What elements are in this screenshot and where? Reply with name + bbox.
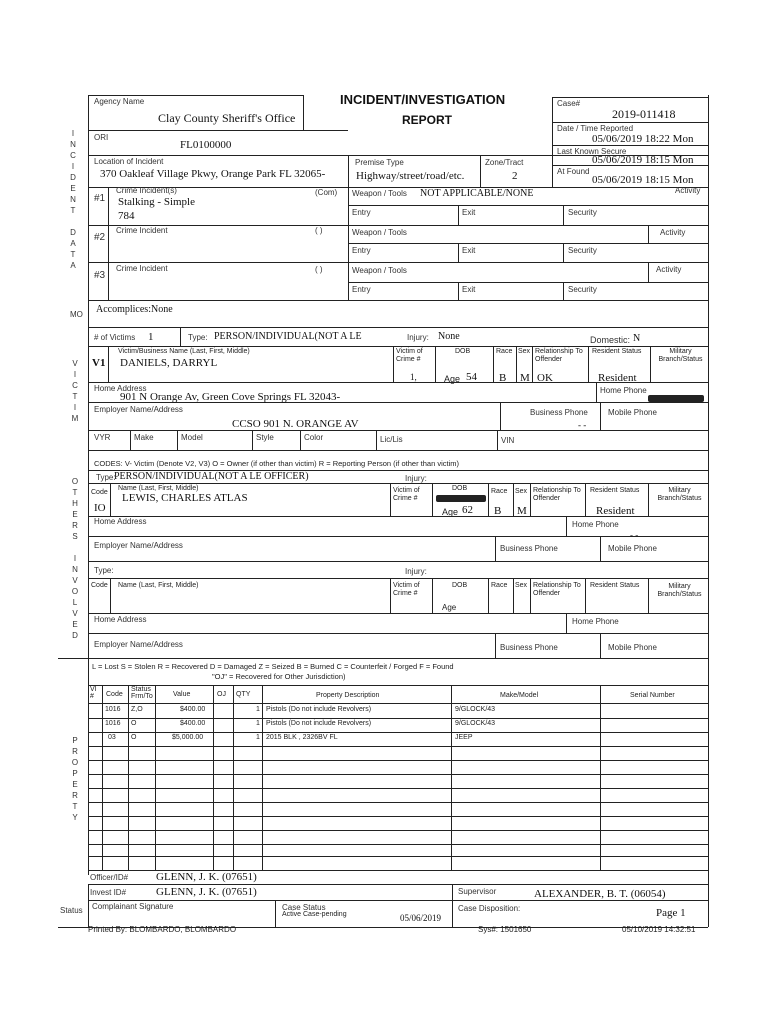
victim-employer: CCSO 901 N. ORANGE AV xyxy=(232,418,359,430)
crime-2-security-label: Security xyxy=(568,246,597,255)
prop-hdr-status: Status Frm/To xyxy=(131,686,153,700)
officer-value: GLENN, J. K. (07651) xyxy=(156,871,257,883)
section-label-victim: V I C T I M xyxy=(71,359,79,423)
prop-hdr-oj: OJ xyxy=(217,691,226,698)
other1-code: IO xyxy=(94,502,106,514)
prop-row1-desc: Pistols (Do not include Revolvers) xyxy=(266,706,372,713)
ori-label: ORI xyxy=(94,133,109,142)
prop-hdr-code: Code xyxy=(106,691,123,698)
other1-code-label: Code xyxy=(91,489,108,496)
agency-label: Agency Name xyxy=(94,97,145,106)
vehicle-model-label: Model xyxy=(181,433,203,442)
other1-age: 62 xyxy=(462,504,473,516)
victim-injury: None xyxy=(438,331,460,342)
other2-home-address-label: Home Address xyxy=(94,615,147,624)
other1-victim-of-crime-label: Victim of Crime # xyxy=(393,487,420,502)
location-label: Location of Incident xyxy=(94,157,164,166)
other2-employer-label: Employer Name/Address xyxy=(94,640,183,649)
other1-injury-label: Injury: xyxy=(405,474,427,483)
victim-race-label: Race xyxy=(496,348,513,355)
prop-hdr-value: Value xyxy=(173,691,191,698)
zone-value: 2 xyxy=(512,170,518,182)
other1-type-label: Type: xyxy=(96,473,116,482)
other1-dob-label: DOB xyxy=(452,485,468,492)
date-reported-label: Date / Time Reported xyxy=(557,124,634,133)
prop-row1-value: $400.00 xyxy=(180,706,206,713)
crime-1-com: (Com) xyxy=(315,188,338,197)
victim-sex-label: Sex xyxy=(518,348,531,355)
victim-resident-status-label: Resident Status xyxy=(592,348,642,355)
prop-hdr-serial: Serial Number xyxy=(630,692,675,699)
property-legend: L = Lost S = Stolen R = Recovered D = Damaged Z = Seized B = Burned C = Counterfeit / Forged F = Found xyxy=(92,662,454,671)
vehicle-make-label: Make xyxy=(134,433,154,442)
case-number: 2019-011418 xyxy=(612,107,676,121)
other1-home-phone-label: Home Phone xyxy=(572,520,619,529)
prop-row3-desc: 2015 BLK , 2326BV FL xyxy=(266,734,338,741)
victim-name-label: Victim/Business Name (Last, First, Middle) xyxy=(118,348,250,355)
complainant-signature-label: Complainant Signature xyxy=(92,902,174,911)
prop-row2-value: $400.00 xyxy=(180,720,206,727)
victim-race: B xyxy=(499,372,507,384)
printed-by: Printed By: BLOMBARDO, BLOMBARDO xyxy=(88,925,237,934)
crime-2-com: ( ) xyxy=(315,226,323,235)
crime-3-security-label: Security xyxy=(568,285,597,294)
crime-3-activity-label: Activity xyxy=(656,265,682,274)
section-label-others-involved: O T H E R S I N V O L V E D xyxy=(71,477,79,640)
num-victims: 1 xyxy=(148,331,154,343)
printed-timestamp: 05/10/2019 14:32:51 xyxy=(622,925,696,934)
crime-3-exit-label: Exit xyxy=(462,285,476,294)
prop-row3-status: O xyxy=(131,734,137,741)
victim-relationship-label: Relationship To Offender xyxy=(535,348,583,363)
victim-sex: M xyxy=(520,372,530,384)
crime-2-label: Crime Incident xyxy=(116,226,168,235)
prop-row2-status: O xyxy=(131,720,137,727)
last-known-secure-label: Last Known Secure xyxy=(557,147,627,156)
victim-type: PERSON/INDIVIDUAL(NOT A LE xyxy=(214,331,362,342)
crime-2-exit-label: Exit xyxy=(462,246,476,255)
prop-row2-qty: 1 xyxy=(256,720,260,727)
invest-value: GLENN, J. K. (07651) xyxy=(156,886,257,898)
crime-1-exit-label: Exit xyxy=(462,208,476,217)
report-subtitle: REPORT xyxy=(402,113,453,127)
case-label: Case# xyxy=(557,99,581,108)
prop-row3-qty: 1 xyxy=(256,734,260,741)
premise-label: Premise Type xyxy=(355,158,404,167)
other1-race-label: Race xyxy=(491,488,508,495)
prop-row3-code: 03 xyxy=(108,734,116,741)
section-label-mo: MO xyxy=(70,310,83,319)
other1-sex: M xyxy=(517,505,527,517)
prop-hdr-vi: VI # xyxy=(90,686,97,700)
other1-type: PERSON/INDIVIDUAL(NOT A LE OFFICER) xyxy=(114,471,309,482)
crime-1-entry-label: Entry xyxy=(352,208,371,217)
prop-hdr-description: Property Description xyxy=(316,692,380,699)
last-known-secure: 05/06/2019 18:15 Mon xyxy=(592,154,694,166)
crime-1-num: #1 xyxy=(94,193,106,204)
prop-row1-qty: 1 xyxy=(256,706,260,713)
crime-3-weapon-label: Weapon / Tools xyxy=(352,266,407,275)
section-label-status: Status xyxy=(60,906,83,915)
other2-resident-status-label: Resident Status xyxy=(590,582,640,589)
vehicle-vyr-label: VYR xyxy=(94,433,111,442)
other1-name: LEWIS, CHARLES ATLAS xyxy=(122,492,248,504)
crime-1-weapon-label: Weapon / Tools xyxy=(352,189,407,198)
agency-name: Clay County Sheriff's Office xyxy=(158,111,296,125)
crime-2-activity-label: Activity xyxy=(660,228,686,237)
other1-mobile-phone-label: Mobile Phone xyxy=(608,544,657,553)
crime-1-weapon: NOT APPLICABLE/NONE xyxy=(420,188,534,199)
other1-resident-status-label: Resident Status xyxy=(590,487,640,494)
prop-row3-make: JEEP xyxy=(455,734,473,741)
at-found: 05/06/2019 18:15 Mon xyxy=(592,174,694,186)
victim-of-crime-label: Victim of Crime # xyxy=(396,348,423,363)
prop-row1-status: Z,O xyxy=(131,706,143,713)
victim-home-address-label: Home Address xyxy=(94,384,147,393)
other1-sex-label: Sex xyxy=(515,488,528,495)
other1-employer-label: Employer Name/Address xyxy=(94,541,183,550)
crime-1-security-label: Security xyxy=(568,208,597,217)
ori-value: FL0100000 xyxy=(180,139,232,151)
victim-business-phone: - - xyxy=(578,420,587,430)
property-legend-oj: "OJ" = Recovered for Other Jurisdiction) xyxy=(212,672,346,681)
victim-home-address: 901 N Orange Av, Green Cove Springs FL 32043- xyxy=(120,391,341,403)
prop-row2-code: 1016 xyxy=(105,720,121,727)
victim-business-phone-label: Business Phone xyxy=(530,408,588,417)
vehicle-color-label: Color xyxy=(304,433,324,442)
case-disposition-label: Case Disposition: xyxy=(458,904,521,913)
prop-row2-make: 9/GLOCK/43 xyxy=(455,720,496,727)
victim-type-label: Type: xyxy=(188,333,208,342)
other1-military-label: Military Branch/Status xyxy=(657,487,702,502)
other1-home-address-label: Home Address xyxy=(94,517,147,526)
redaction-other1-dob xyxy=(436,495,486,502)
victim-dob-label: DOB xyxy=(455,348,471,355)
crime-1-activity-label: Activity xyxy=(675,186,701,195)
other1-resident-status: Resident xyxy=(596,505,635,517)
crime-3-num: #3 xyxy=(94,270,106,281)
redaction-home-phone xyxy=(648,395,704,402)
mo-text: Accomplices:None xyxy=(96,304,173,315)
officer-label: Officer/ID# xyxy=(90,873,129,882)
page-number: Page 1 xyxy=(656,907,686,919)
domestic-value: N xyxy=(633,333,641,344)
victim-resident-status: Resident xyxy=(598,372,637,384)
other1-race: B xyxy=(494,505,502,517)
other1-business-phone-label: Business Phone xyxy=(500,544,558,553)
other2-sex-label: Sex xyxy=(515,582,528,589)
case-status-label: Case Status xyxy=(282,903,326,912)
other1-name-label: Name (Last, First, Middle) xyxy=(118,485,199,492)
other2-age-label: Age xyxy=(442,603,457,612)
crime-1-code: 784 xyxy=(118,210,135,222)
other2-name-label: Name (Last, First, Middle) xyxy=(118,582,199,589)
prop-hdr-make-model: Make/Model xyxy=(500,692,539,699)
other2-code-label: Code xyxy=(91,582,108,589)
sys-number: Sys#: 1501650 xyxy=(478,925,532,934)
crime-3-label: Crime Incident xyxy=(116,264,168,273)
victim-code: V1 xyxy=(92,357,106,369)
case-status-value: Active Case-pending xyxy=(282,911,347,918)
crime-3-entry-label: Entry xyxy=(352,285,371,294)
zone-label: Zone/Tract xyxy=(485,158,524,167)
victim-relationship: OK xyxy=(537,372,553,384)
crime-2-num: #2 xyxy=(94,232,106,243)
victim-name: DANIELS, DARRYL xyxy=(120,357,218,369)
crime-1-label: Crime Incident(s) xyxy=(116,186,177,195)
report-title: INCIDENT/INVESTIGATION xyxy=(340,92,506,107)
prop-row1-make: 9/GLOCK/43 xyxy=(455,706,496,713)
domestic-label: Domestic: xyxy=(590,335,631,345)
num-victims-label: # of Victims xyxy=(94,333,136,342)
other2-military-label: Military Branch/Status xyxy=(657,583,702,598)
vehicle-style-label: Style xyxy=(256,433,274,442)
other1-home-phone: - - xyxy=(630,530,639,540)
crime-1-name: Stalking - Simple xyxy=(118,196,195,208)
victim-of-crime: 1, xyxy=(410,372,417,382)
other2-mobile-phone-label: Mobile Phone xyxy=(608,643,657,652)
other1-age-label: Age xyxy=(442,507,459,517)
supervisor-value: ALEXANDER, B. T. (06054) xyxy=(534,888,666,900)
at-found-label: At Found xyxy=(557,167,590,176)
vehicle-lic-label: Lic/Lis xyxy=(380,435,403,444)
other2-race-label: Race xyxy=(491,582,508,589)
other2-relationship-label: Relationship To Offender xyxy=(533,582,581,597)
victim-mobile-phone-label: Mobile Phone xyxy=(608,408,657,417)
section-label-property: P R O P E R T Y xyxy=(71,736,79,822)
prop-row1-code: 1016 xyxy=(105,706,121,713)
codes-legend: CODES: V- Victim (Denote V2, V3) O = Owner (if other than victim) R = Reporting Person (if other than victim) xyxy=(94,459,459,468)
other2-business-phone-label: Business Phone xyxy=(500,643,558,652)
other2-home-phone-label: Home Phone xyxy=(572,617,619,626)
prop-row2-desc: Pistols (Do not include Revolvers) xyxy=(266,720,372,727)
prop-hdr-qty: QTY xyxy=(236,691,251,698)
premise-value: Highway/street/road/etc. xyxy=(356,170,465,182)
section-label-incident-data: I N C I D E N T D A T A xyxy=(70,129,76,270)
victim-employer-label: Employer Name/Address xyxy=(94,405,183,414)
invest-label: Invest ID# xyxy=(90,888,127,897)
victim-age: 54 xyxy=(466,371,477,383)
other1-relationship-label: Relationship To Offender xyxy=(533,487,581,502)
other2-dob-label: DOB xyxy=(452,582,468,589)
date-reported: 05/06/2019 18:22 Mon xyxy=(592,133,694,145)
crime-2-weapon-label: Weapon / Tools xyxy=(352,228,407,237)
vehicle-vin-label: VIN xyxy=(501,436,515,445)
case-status-date: 05/06/2019 xyxy=(400,913,442,923)
victim-injury-label: Injury: xyxy=(407,333,429,342)
crime-3-com: ( ) xyxy=(315,265,323,274)
crime-2-entry-label: Entry xyxy=(352,246,371,255)
prop-row3-value: $5,000.00 xyxy=(172,734,204,741)
victim-home-phone-label: Home Phone xyxy=(600,386,647,395)
other2-type-label: Type: xyxy=(94,566,114,575)
other2-injury-label: Injury: xyxy=(405,567,427,576)
supervisor-label: Supervisor xyxy=(458,887,497,896)
victim-military-label: Military Branch/Status xyxy=(658,348,703,363)
victim-age-label: Age xyxy=(444,374,461,384)
location-value: 370 Oakleaf Village Pkwy, Orange Park FL 32065- xyxy=(100,168,326,180)
other2-victim-of-crime-label: Victim of Crime # xyxy=(393,582,420,597)
